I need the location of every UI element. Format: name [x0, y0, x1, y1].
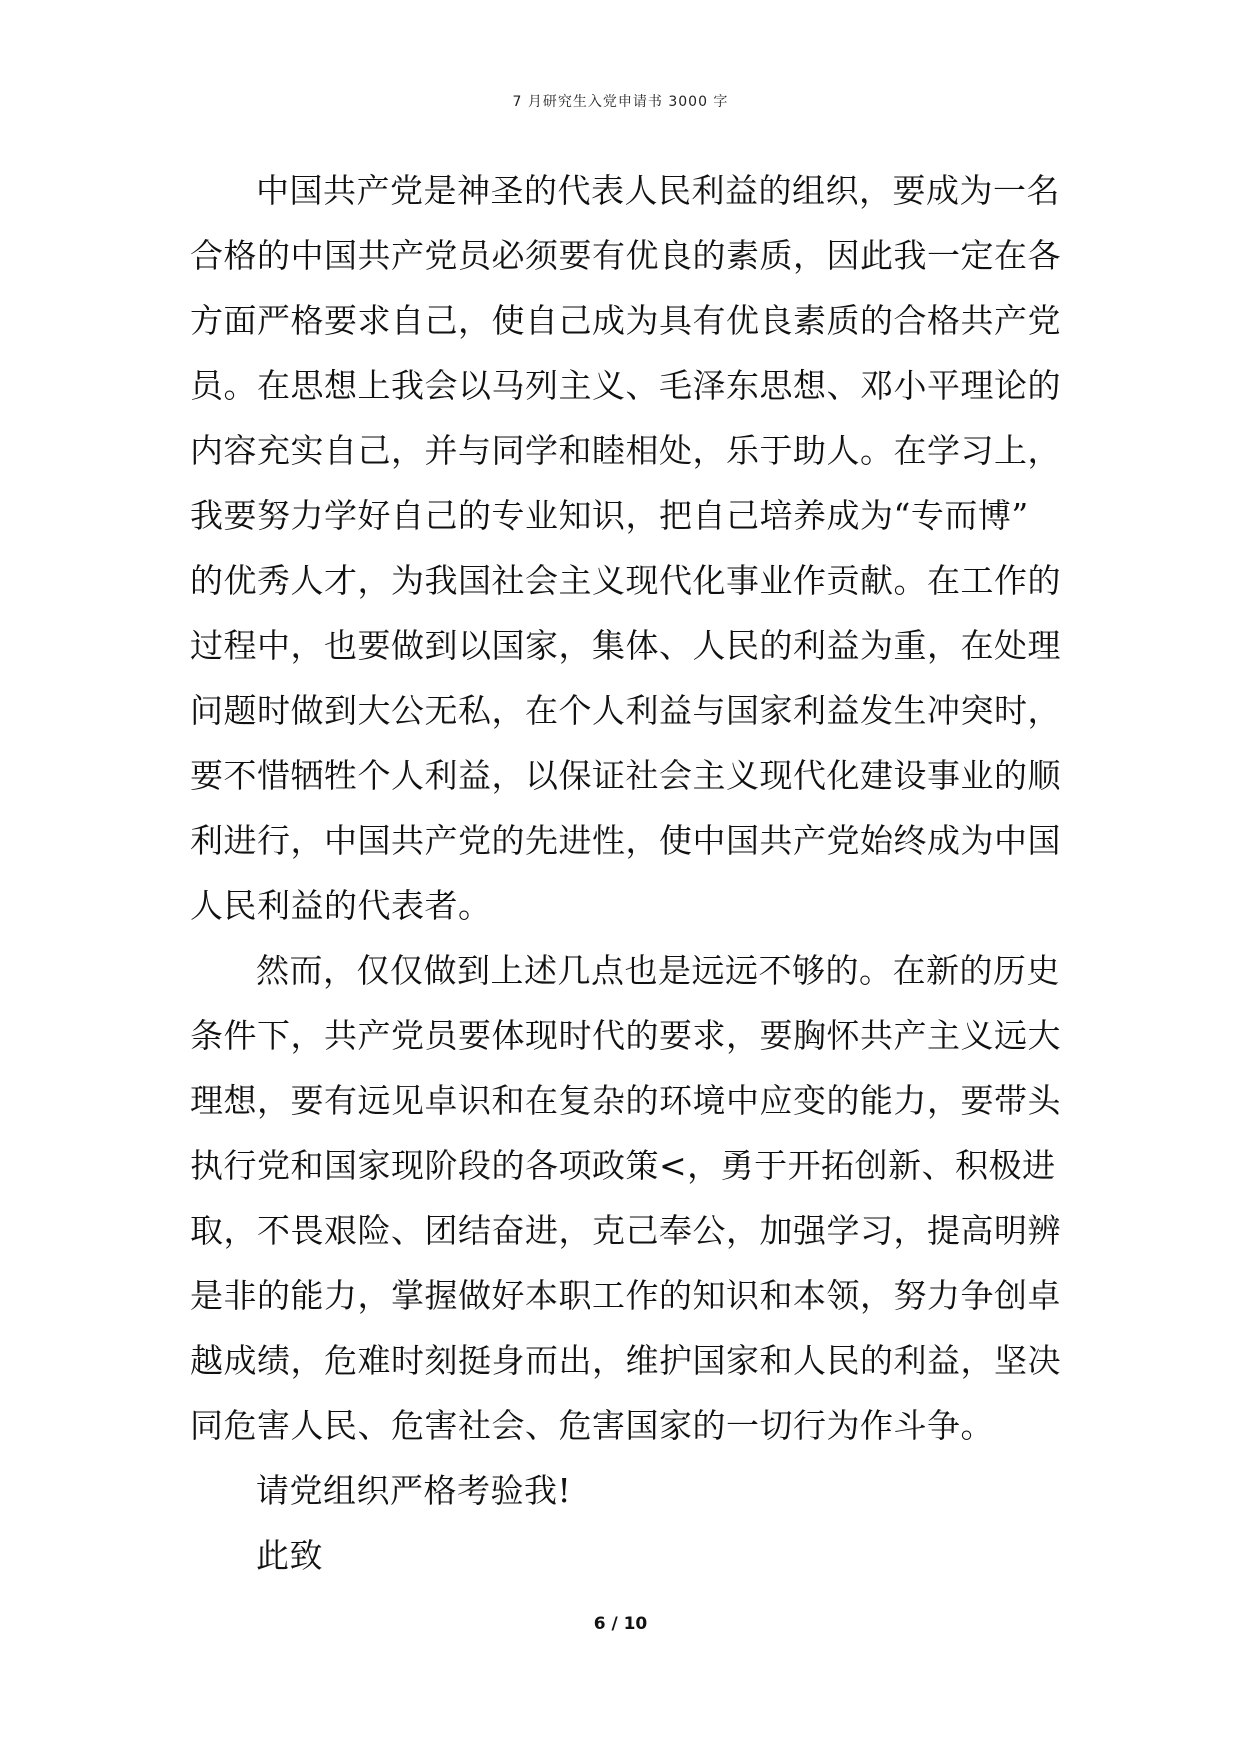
paragraph-2-line-6: 是非的能力，掌握做好本职工作的知识和本领，努力争创卓 [190, 1276, 1061, 1315]
paragraph-1-line-10: 要不惜牺牲个人利益，以保证社会主义现代化建设事业的顺 [190, 756, 1061, 795]
page-header-title: 7 月研究生入党申请书 3000 字 [512, 94, 729, 110]
paragraph-1-line-12: 人民利益的代表者。 [190, 886, 492, 925]
paragraph-2-line-5: 取，不畏艰险、团结奋进，克己奉公，加强学习，提高明辨 [190, 1211, 1061, 1250]
paragraph-1-line-5: 内容充实自己，并与同学和睦相处，乐于助人。在学习上， [190, 431, 1061, 470]
paragraph-2-line-2: 条件下，共产党员要体现时代的要求，要胸怀共产主义远大 [190, 1016, 1061, 1055]
paragraph-2-line-7: 越成绩，危难时刻挺身而出，维护国家和人民的利益，坚决 [190, 1341, 1061, 1380]
paragraph-1-line-11: 利进行，中国共产党的先进性，使中国共产党始终成为中国 [190, 821, 1061, 860]
paragraph-2-line-8: 同危害人民、危害社会、危害国家的一切行为作斗争。 [190, 1406, 994, 1445]
paragraph-1-line-1: 中国共产党是神圣的代表人民利益的组织，要成为一名 [256, 171, 1060, 210]
paragraph-1-line-3: 方面严格要求自己，使自己成为具有优良素质的合格共产党 [190, 301, 1061, 340]
paragraph-1-line-2: 合格的中国共产党员必须要有优良的素质，因此我一定在各 [190, 236, 1061, 275]
paragraph-3-line-1: 请党组织严格考验我! [256, 1471, 572, 1510]
page-number: 6 / 10 [593, 1614, 648, 1634]
paragraph-1-line-9: 问题时做到大公无私，在个人利益与国家利益发生冲突时， [190, 691, 1061, 730]
paragraph-1-line-6: 我要努力学好自己的专业知识，把自己培养成为“专而博” [190, 496, 1029, 535]
paragraph-2-line-3: 理想，要有远见卓识和在复杂的环境中应变的能力，要带头 [190, 1081, 1061, 1120]
paragraph-1-line-4: 员。在思想上我会以马列主义、毛泽东思想、邓小平理论的 [190, 366, 1061, 405]
paragraph-2-line-4: 执行党和国家现阶段的各项政策<，勇于开拓创新、积极进 [190, 1146, 1056, 1185]
closing-salutation: 此致 [256, 1536, 323, 1575]
paragraph-1-line-8: 过程中，也要做到以国家，集体、人民的利益为重，在处理 [190, 626, 1061, 665]
paragraph-1-line-7: 的优秀人才，为我国社会主义现代化事业作贡献。在工作的 [190, 561, 1061, 600]
document-body [190, 158, 1070, 1588]
paragraph-2-line-1: 然而，仅仅做到上述几点也是远远不够的。在新的历史 [256, 951, 1060, 990]
